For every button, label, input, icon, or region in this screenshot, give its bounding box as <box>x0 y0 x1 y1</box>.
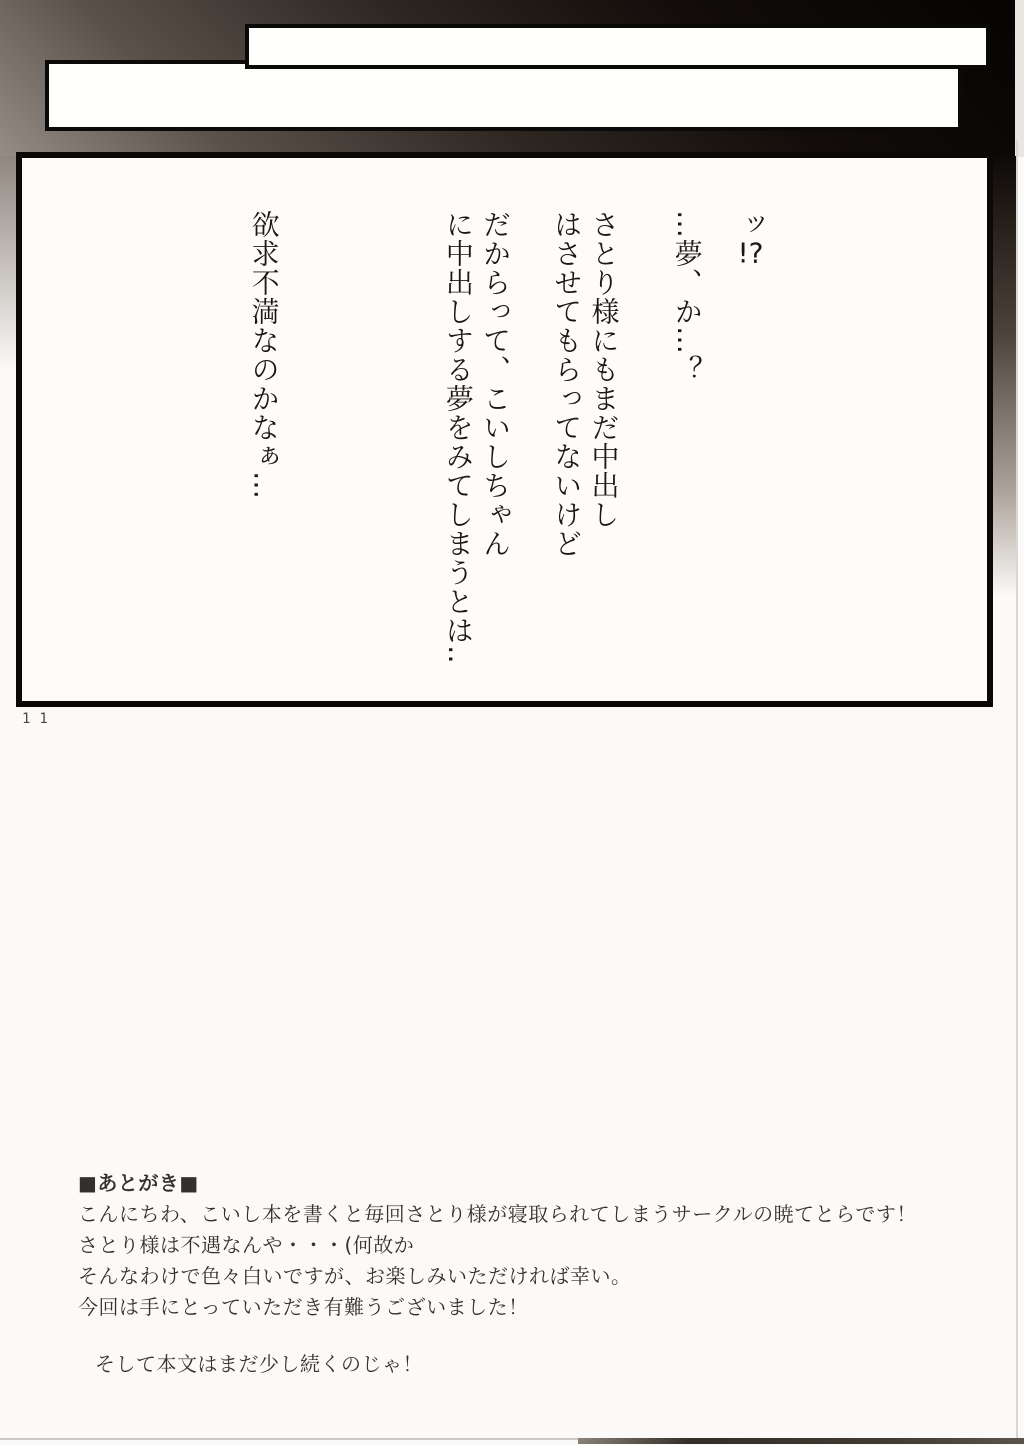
scan-edge-strip <box>1015 0 1024 157</box>
afterword-line-1: こんにちわ、こいし本を書くと毎回さとり様が寝取られてしまうサークルの暁てとらです！ <box>78 1202 917 1226</box>
afterword-closing: そして本文はまだ少し続くのじゃ！ <box>95 1352 423 1376</box>
vertical-dialogue <box>245 210 769 730</box>
afterword-line-3: そんなわけで色々白いですが、お楽しみいただければ幸い。 <box>78 1264 632 1288</box>
afterword-section <box>78 1168 917 1380</box>
dialogue-column-6: に中出しする夢をみてしまうとは‥ <box>441 210 475 665</box>
dialogue-column-5: だからって、こいしちゃん <box>479 210 513 558</box>
dialogue-column-4: はさせてもらってないけど <box>550 210 584 558</box>
right-margin-shadow <box>993 156 1017 596</box>
page-number: 11 <box>22 711 57 727</box>
afterword-heading: ■あとがき■ <box>78 1171 199 1195</box>
manga-panel <box>16 152 993 707</box>
dialogue-column-7: 欲求不満なのかなぁ… <box>247 210 281 500</box>
afterword-line-4: 今回は手にとっていただき有難うございました！ <box>78 1295 529 1319</box>
afterword-line-2: さとり様は不遇なんや・・・(何故か <box>78 1233 415 1257</box>
speech-bubble-bottom <box>45 60 962 131</box>
speech-bubble-top <box>245 24 990 69</box>
dialogue-column-1-interrobang: !? <box>737 239 764 267</box>
page-bottom-dark-strip <box>578 1438 1024 1444</box>
scan-edge-line <box>1016 140 1018 1440</box>
left-margin-shadow <box>0 156 16 371</box>
dialogue-column-2: …夢、か…？ <box>670 210 704 384</box>
dialogue-column-1 <box>732 210 769 730</box>
dialogue-column-1-text: ッ <box>734 210 767 239</box>
dialogue-column-3: さとり様にもまだ中出し <box>587 210 621 529</box>
